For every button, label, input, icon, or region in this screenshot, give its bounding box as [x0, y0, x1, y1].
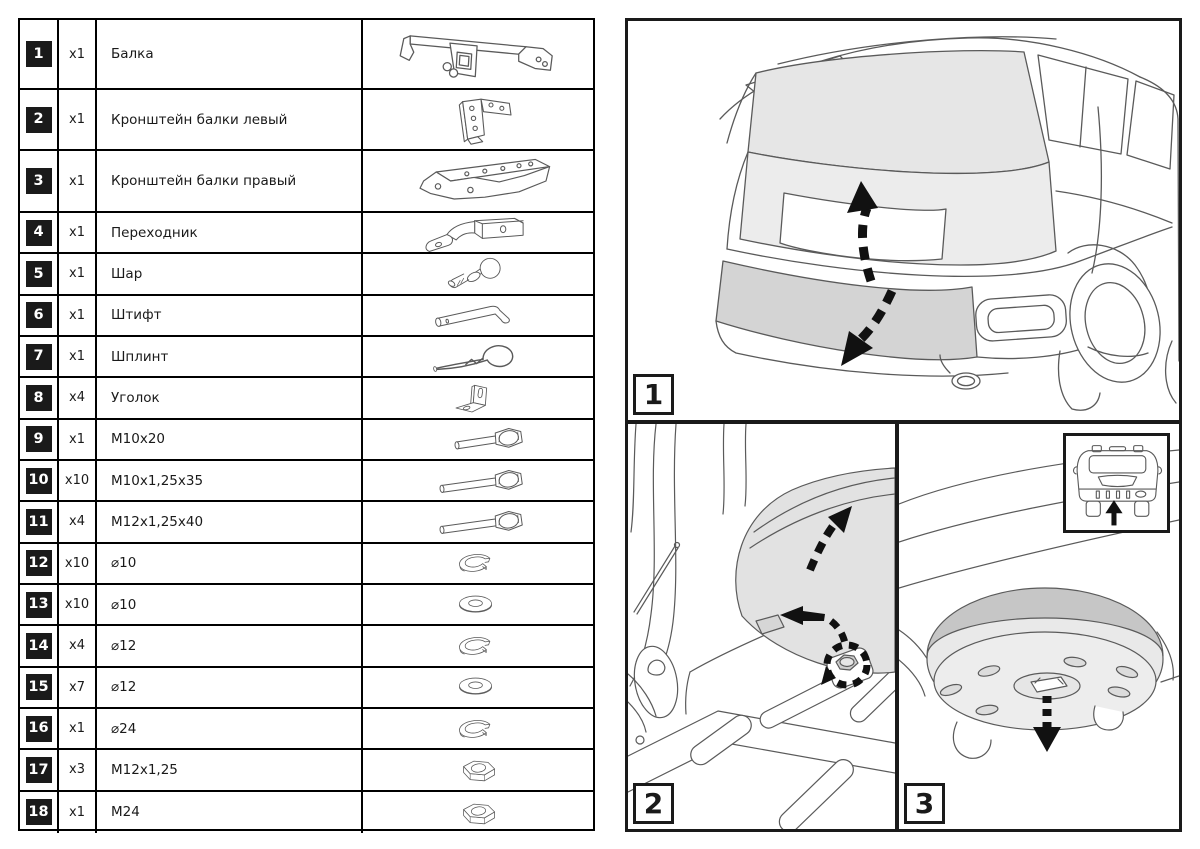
part-row	[20, 626, 593, 667]
part-quantity: x4	[59, 626, 97, 665]
part-row	[20, 544, 593, 585]
step-panel-1	[625, 18, 1182, 423]
flat-washer-icon	[416, 589, 541, 621]
part-row	[20, 502, 593, 543]
rear-wheel	[1058, 254, 1172, 392]
part-number-cell	[20, 254, 59, 293]
part-quantity: x1	[59, 792, 97, 833]
part-number-cell	[20, 213, 59, 252]
part-row	[20, 20, 593, 90]
part-illustration	[363, 378, 593, 417]
tow-ball-icon	[403, 254, 553, 293]
part-number-cell	[20, 378, 59, 417]
part-name: М12х1,25х40	[97, 502, 363, 541]
part-number-cell	[20, 792, 59, 833]
part-illustration	[363, 792, 593, 833]
part-number-badge: 7	[26, 344, 52, 370]
part-row	[20, 420, 593, 461]
part-number-badge: 3	[26, 168, 52, 194]
car-rear-inset	[1063, 433, 1170, 533]
floor-rib	[687, 711, 755, 768]
part-name: ⌀12	[97, 668, 363, 707]
part-illustration	[363, 296, 593, 335]
step-badge-2: 2	[633, 783, 674, 824]
part-quantity: x1	[59, 709, 97, 748]
part-row	[20, 750, 593, 791]
part-name: М24	[97, 792, 363, 833]
part-row	[20, 709, 593, 750]
part-illustration	[363, 213, 593, 252]
part-number-badge: 14	[26, 633, 52, 659]
part-number-badge: 15	[26, 674, 52, 700]
part-number-badge: 4	[26, 220, 52, 246]
part-number-cell	[20, 750, 59, 789]
part-name: Уголок	[97, 378, 363, 417]
part-name: М12х1,25	[97, 750, 363, 789]
part-quantity: x1	[59, 213, 97, 252]
angle-bracket-icon	[408, 379, 548, 417]
part-number-badge: 11	[26, 509, 52, 535]
part-name: Балка	[97, 20, 363, 88]
part-quantity: x3	[59, 750, 97, 789]
part-illustration	[363, 461, 593, 500]
part-row	[20, 668, 593, 709]
part-row	[20, 90, 593, 151]
bolt-icon	[398, 507, 558, 537]
part-number-badge: 10	[26, 468, 52, 494]
bracket-left-icon	[391, 93, 566, 147]
part-number-cell	[20, 90, 59, 149]
part-number-badge: 9	[26, 426, 52, 452]
strut-rod	[634, 546, 678, 614]
part-number-badge: 5	[26, 261, 52, 287]
part-illustration	[363, 337, 593, 376]
part-number-cell	[20, 296, 59, 335]
part-row	[20, 461, 593, 502]
part-illustration	[363, 90, 593, 149]
hex-nut-icon	[416, 796, 541, 829]
part-quantity: x10	[59, 585, 97, 624]
part-number-cell	[20, 20, 59, 88]
part-illustration	[363, 750, 593, 789]
part-number-cell	[20, 420, 59, 459]
part-illustration	[363, 585, 593, 624]
part-illustration	[363, 254, 593, 293]
trunk-floor-illustration	[628, 424, 895, 829]
hex-nut-icon	[416, 753, 541, 786]
part-row	[20, 254, 593, 295]
part-quantity: x7	[59, 668, 97, 707]
part-number-badge: 2	[26, 107, 52, 133]
part-quantity: x4	[59, 378, 97, 417]
part-quantity: x1	[59, 420, 97, 459]
part-row	[20, 151, 593, 213]
part-number-badge: 13	[26, 592, 52, 618]
part-row	[20, 296, 593, 337]
part-name: ⌀10	[97, 544, 363, 583]
step-panel-2	[625, 421, 898, 832]
part-number-cell	[20, 544, 59, 583]
parts-table	[18, 18, 595, 831]
bolt-icon	[398, 424, 558, 454]
flat-washer-icon	[416, 671, 541, 703]
spring-washer-icon	[416, 548, 541, 578]
car-rear-view-icon	[1066, 436, 1167, 530]
floor-mat	[736, 468, 895, 673]
tow-beam-icon	[383, 25, 573, 83]
part-name: М10х20	[97, 420, 363, 459]
part-number-badge: 16	[26, 716, 52, 742]
part-name: М10х1,25х35	[97, 461, 363, 500]
part-name: ⌀10	[97, 585, 363, 624]
part-quantity: x1	[59, 90, 97, 149]
part-number-badge: 17	[26, 757, 52, 783]
arrow-up-icon	[1105, 500, 1122, 525]
bumper-reflector	[975, 294, 1068, 342]
part-name: Переходник	[97, 213, 363, 252]
bracket-right-icon	[381, 154, 576, 208]
part-illustration	[363, 626, 593, 665]
part-number-badge: 6	[26, 302, 52, 328]
part-row	[20, 378, 593, 419]
part-number-cell	[20, 502, 59, 541]
part-quantity: x10	[59, 461, 97, 500]
part-name: Кронштейн балки левый	[97, 90, 363, 149]
part-quantity: x1	[59, 254, 97, 293]
part-name: Шар	[97, 254, 363, 293]
part-number-badge: 12	[26, 550, 52, 576]
part-illustration	[363, 709, 593, 748]
hitch-pin-icon	[398, 299, 558, 332]
step-badge-3: 3	[904, 783, 945, 824]
part-name: ⌀24	[97, 709, 363, 748]
spring-washer-icon	[416, 631, 541, 661]
part-number-cell	[20, 337, 59, 376]
part-quantity: x10	[59, 544, 97, 583]
part-quantity: x1	[59, 151, 97, 211]
part-number-cell	[20, 709, 59, 748]
part-name: Штифт	[97, 296, 363, 335]
r-clip-icon	[403, 339, 553, 374]
part-illustration	[363, 20, 593, 88]
floor-rib	[775, 755, 857, 829]
exhaust-tip	[952, 373, 980, 389]
part-quantity: x1	[59, 296, 97, 335]
part-illustration	[363, 544, 593, 583]
part-number-cell	[20, 461, 59, 500]
part-illustration	[363, 420, 593, 459]
part-row	[20, 792, 593, 833]
part-illustration	[363, 151, 593, 211]
part-quantity: x1	[59, 20, 97, 88]
car-rear-illustration	[628, 21, 1179, 420]
part-row	[20, 337, 593, 378]
bolt-icon	[398, 466, 558, 496]
part-number-cell	[20, 585, 59, 624]
part-name: ⌀12	[97, 626, 363, 665]
part-number-cell	[20, 626, 59, 665]
part-number-cell	[20, 151, 59, 211]
part-number-cell	[20, 668, 59, 707]
part-quantity: x4	[59, 502, 97, 541]
step-panel-3	[896, 421, 1182, 832]
part-row	[20, 213, 593, 254]
adapter-icon	[396, 213, 561, 252]
step-badge-1: 1	[633, 374, 674, 415]
part-number-badge: 1	[26, 41, 52, 67]
part-row	[20, 585, 593, 626]
rear-window	[748, 51, 1049, 174]
spring-washer-icon	[416, 714, 541, 744]
part-illustration	[363, 668, 593, 707]
part-number-badge: 18	[26, 799, 52, 825]
part-number-badge: 8	[26, 385, 52, 411]
part-illustration	[363, 502, 593, 541]
part-name: Кронштейн балки правый	[97, 151, 363, 211]
part-name: Шплинт	[97, 337, 363, 376]
part-quantity: x1	[59, 337, 97, 376]
